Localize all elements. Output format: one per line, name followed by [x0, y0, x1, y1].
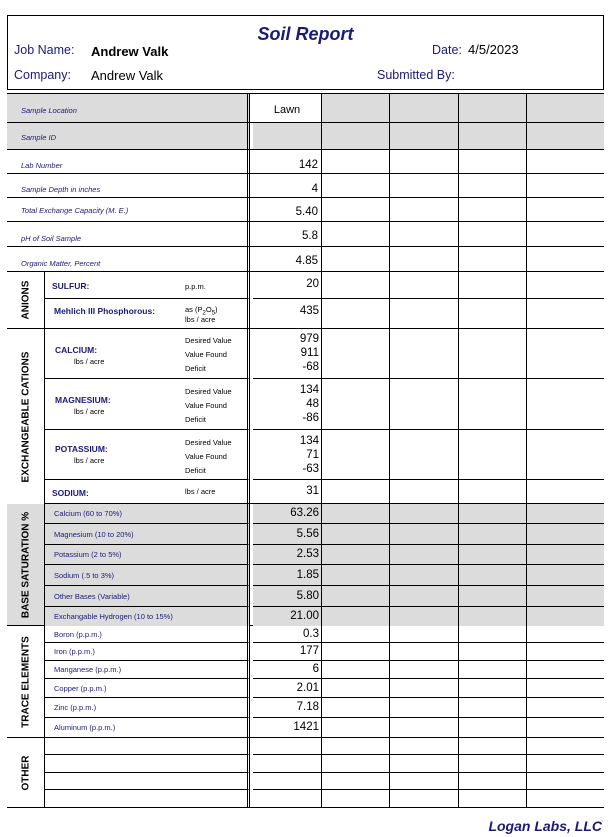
base-saturation-label-4: Other Bases (Variable) — [54, 592, 130, 601]
trace-elements-group-label: TRACE ELEMENTS — [7, 626, 45, 737]
sodium-label: SODIUM: — [52, 488, 89, 498]
calcium-found-label: Value Found — [185, 350, 227, 359]
base-saturation-label-0: Calcium (60 to 70%) — [54, 509, 122, 518]
table-row-tec — [7, 198, 604, 222]
table-row-ph — [7, 222, 604, 247]
trace-element-label-0: Boron (p.p.m.) — [54, 630, 102, 639]
base-saturation-label-1: Magnesium (10 to 20%) — [54, 530, 134, 539]
sample-depth-value: 4 — [311, 183, 318, 195]
potassium-label: POTASSIUM: — [55, 444, 108, 454]
calcium-desired-label: Desired Value — [185, 336, 232, 345]
trace-element-label-1: Iron (p.p.m.) — [54, 647, 95, 656]
row-label: Total Exchange Capacity (M. E.) — [21, 206, 129, 215]
base-saturation-section — [7, 504, 604, 626]
calcium-unit: lbs / acre — [74, 357, 105, 366]
magnesium-desired: 134 — [299, 384, 319, 396]
magnesium-deficit-label: Deficit — [185, 415, 206, 424]
potassium-found: 71 — [306, 449, 319, 461]
row-label: Organic Matter, Percent — [21, 259, 101, 268]
row-label: Lab Number — [21, 161, 63, 170]
job-name-label: Job Name: — [14, 43, 75, 57]
trace-element-label-5: Aluminum (p.p.m.) — [54, 723, 116, 732]
sulfur-unit: p.p.m. — [185, 282, 206, 291]
potassium-desired-label: Desired Value — [185, 438, 232, 447]
phosphorus-value: 435 — [299, 305, 319, 317]
potassium-deficit-label: Deficit — [185, 466, 206, 475]
potassium-found-label: Value Found — [185, 452, 227, 461]
base-saturation-label-2: Potassium (2 to 5%) — [54, 550, 122, 559]
table-row-sample-location — [7, 94, 604, 123]
company-value: Andrew Valk — [91, 68, 164, 83]
table-row-organic-matter — [7, 247, 604, 272]
base-saturation-label-3: Sodium (.5 to 3%) — [54, 571, 115, 580]
calcium-values — [253, 332, 319, 374]
lab-number-value: 142 — [298, 159, 318, 171]
trace-element-value-1: 177 — [299, 645, 319, 657]
phosphorus-label: Mehlich III Phosphorous: — [54, 306, 156, 316]
calcium-desired: 979 — [299, 333, 319, 345]
base-saturation-value-4: 5.80 — [296, 590, 319, 602]
soil-report-table — [7, 93, 604, 808]
magnesium-found: 48 — [306, 398, 319, 410]
row-label: Sample Depth in inches — [21, 185, 101, 194]
base-saturation-value-1: 5.56 — [296, 528, 319, 540]
report-title: Soil Report — [257, 24, 354, 44]
potassium-unit: lbs / acre — [74, 456, 105, 465]
anions-group-label: ANIONS — [7, 272, 45, 328]
sample-location-value: Lawn — [273, 104, 301, 116]
trace-element-value-0: 0.3 — [303, 628, 319, 640]
phosphorus-unit-lbs: lbs / acre — [185, 315, 216, 324]
sodium-value: 31 — [306, 485, 319, 497]
job-name-value: Andrew Valk — [91, 44, 169, 59]
base-saturation-value-3: 1.85 — [296, 569, 319, 581]
submitted-by-label: Submitted By: — [377, 68, 455, 82]
trace-element-value-4: 7.18 — [296, 701, 319, 713]
calcium-deficit-label: Deficit — [185, 364, 206, 373]
trace-element-value-2: 6 — [312, 663, 319, 675]
calcium-label: CALCIUM: — [55, 345, 98, 355]
cations-section — [7, 328, 604, 504]
trace-element-label-4: Zinc (p.p.m.) — [54, 703, 97, 712]
base-saturation-value-0: 63.26 — [290, 507, 319, 519]
base-saturation-value-5: 21.00 — [290, 610, 319, 622]
date-value: 4/5/2023 — [468, 42, 519, 57]
trace-element-value-3: 2.01 — [296, 682, 319, 694]
base-saturation-group-label: BASE SATURATION % — [7, 504, 45, 625]
potassium-desired: 134 — [299, 435, 319, 447]
trace-element-label-2: Manganese (p.p.m.) — [54, 665, 122, 674]
row-label: Sample Location — [21, 106, 77, 115]
cations-group-label: EXCHANGEABLE CATIONS — [7, 329, 45, 504]
table-row-sample-id — [7, 123, 604, 150]
sodium-unit: lbs / acre — [185, 487, 216, 496]
tec-value: 5.40 — [295, 206, 318, 218]
company-label: Company: — [14, 68, 71, 82]
date-label: Date: — [432, 43, 462, 57]
trace-elements-section — [7, 626, 604, 738]
ph-value: 5.8 — [302, 230, 318, 242]
magnesium-deficit: -86 — [302, 412, 319, 424]
base-saturation-value-2: 2.53 — [296, 548, 319, 560]
magnesium-unit: lbs / acre — [74, 407, 105, 416]
table-row-sample-depth — [7, 174, 604, 198]
calcium-deficit: -68 — [302, 361, 319, 373]
other-group-label: OTHER — [7, 738, 45, 807]
trace-element-value-5: 1421 — [293, 721, 319, 733]
table-row-lab-number — [7, 150, 604, 174]
base-saturation-label-5: Exchangable Hydrogen (10 to 15%) — [54, 612, 173, 621]
magnesium-label: MAGNESIUM: — [55, 395, 111, 405]
phosphorus-unit: as $(P_2O_5)$ — [185, 305, 218, 317]
calcium-found: 911 — [300, 347, 319, 359]
potassium-deficit: -63 — [302, 463, 319, 475]
sulfur-value: 20 — [306, 278, 319, 290]
footer-company: Logan Labs, LLC — [488, 818, 602, 834]
organic-matter-value: 4.85 — [295, 255, 318, 267]
trace-element-label-3: Copper (p.p.m.) — [54, 684, 107, 693]
magnesium-found-label: Value Found — [185, 401, 227, 410]
sulfur-label: SULFUR: — [52, 281, 90, 291]
report-header — [7, 15, 604, 90]
row-label: Sample ID — [21, 133, 57, 142]
row-label: pH of Soil Sample — [21, 234, 82, 243]
magnesium-desired-label: Desired Value — [185, 387, 232, 396]
potassium-values — [253, 434, 319, 476]
other-section — [7, 738, 604, 807]
magnesium-values — [253, 383, 319, 425]
anions-section — [7, 272, 604, 328]
